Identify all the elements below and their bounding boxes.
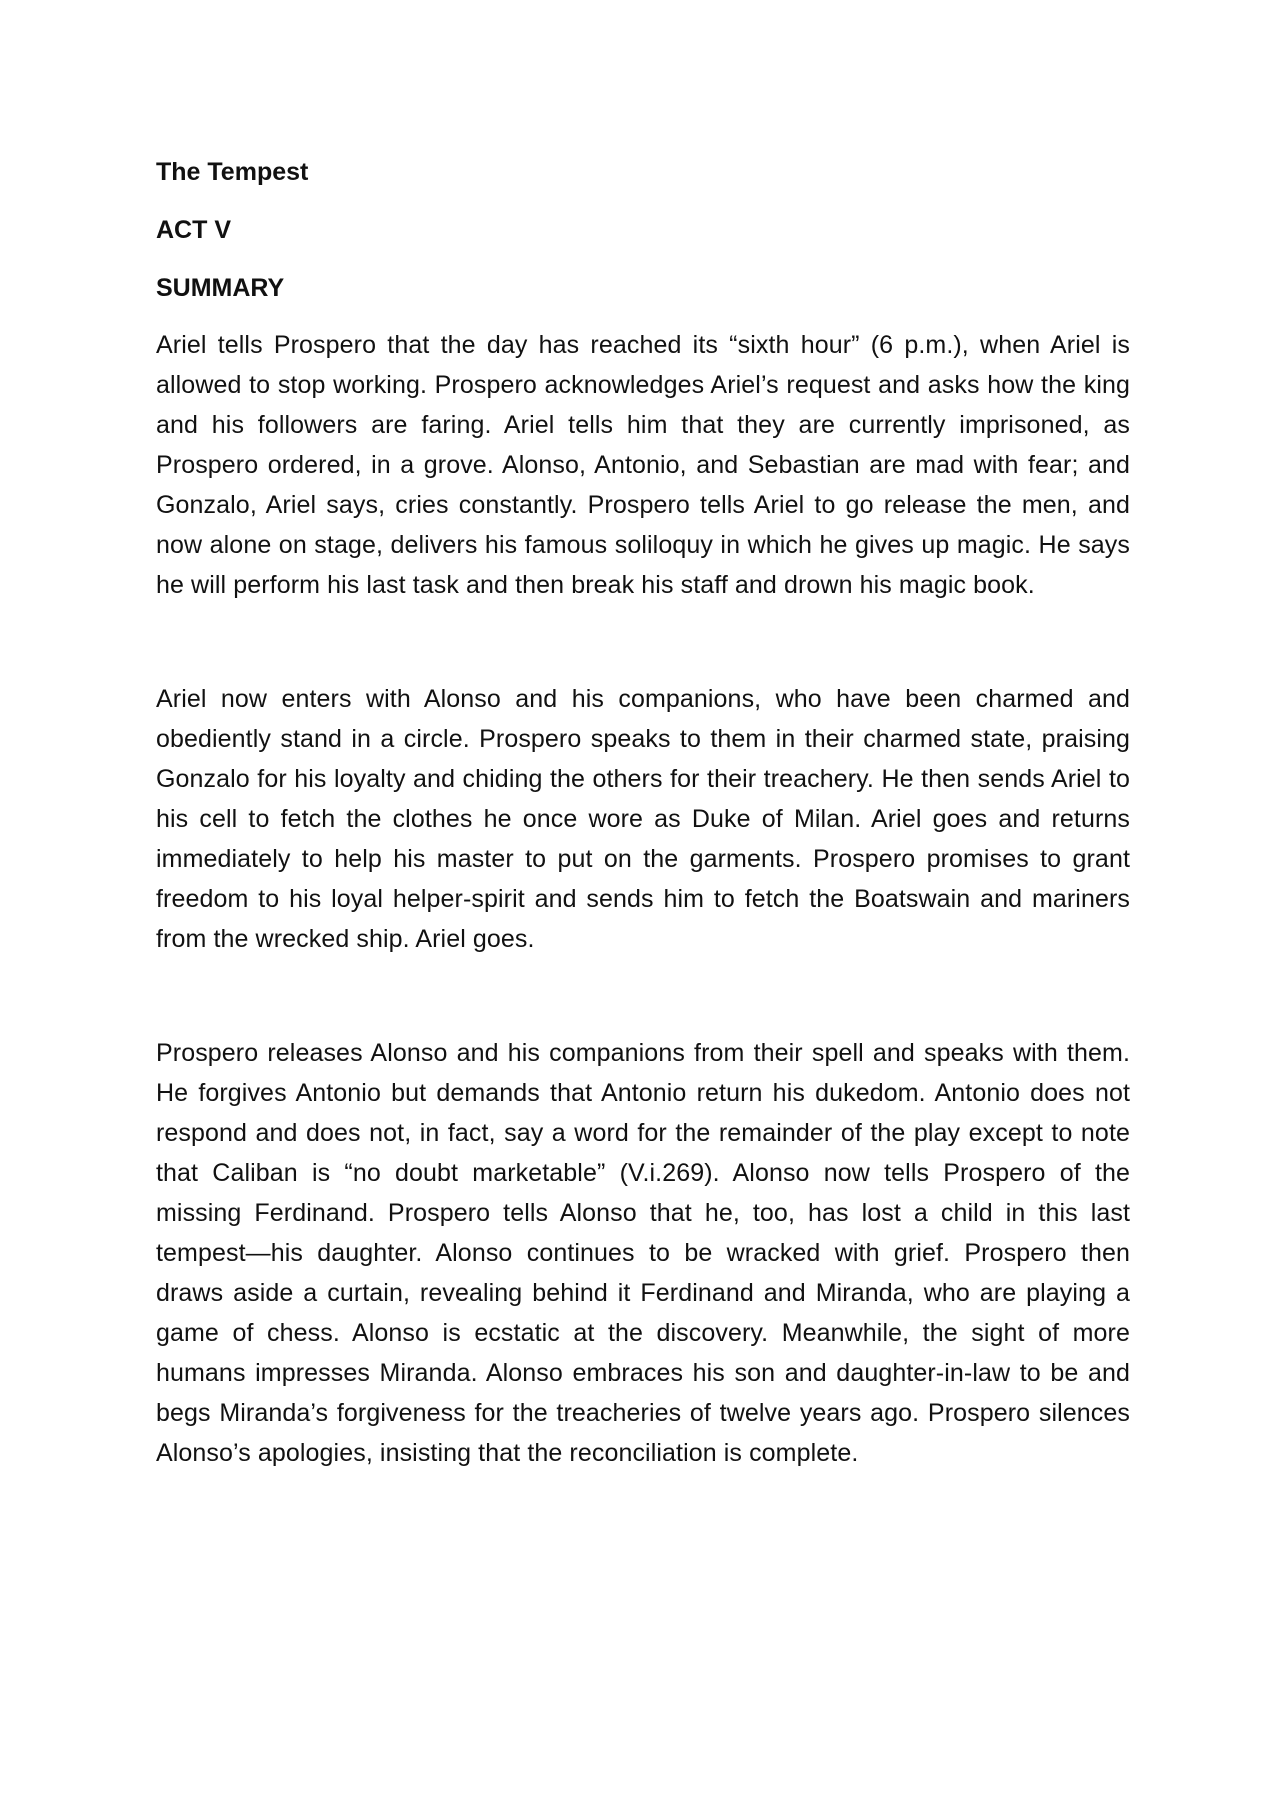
document-page: [156, 155, 1130, 1473]
summary-heading: SUMMARY: [156, 274, 285, 302]
act-heading: ACT V: [156, 216, 231, 244]
summary-paragraph-2: Ariel now enters with Alonso and his companions, who have been charmed and obediently stand in a circle. Prospero speaks to them in their charmed state, praising Gonzalo for his loyalty and chiding the others for their treachery. He then sends Ariel to his cell to fetch the clothes he once wore as Duke of Milan. Ariel goes and returns immediately to help his master to put on the garments. Prospero promises to grant freedom to his loyal helper-spirit and sends him to fetch the Boatswain and mariners from the wrecked ship. Ariel goes.: [156, 685, 1130, 953]
summary-paragraph-3: Prospero releases Alonso and his companions from their spell and speaks with them. He forgives Antonio but demands that Antonio return his dukedom. Antonio does not respond and does not, in fact, say a word for the remainder of the play except to note that Caliban is “no doubt marketable” (V.i.269). Alonso now tells Prospero of the missing Ferdinand. Prospero tells Alonso that he, too, has lost a child in this last tempest—his daughter. Alonso continues to be wracked with grief. Prospero then draws aside a curtain, revealing behind it Ferdinand and Miranda, who are playing a game of chess. Alonso is ecstatic at the discovery. Meanwhile, the sight of more humans impresses Miranda. Alonso embraces his son and daughter-in-law to be and begs Miranda’s forgiveness for the treacheries of twelve years ago. Prospero silences Alonso’s apologies, insisting that the reconciliation is complete.: [156, 1039, 1130, 1467]
summary-paragraph-1: Ariel tells Prospero that the day has reached its “sixth hour” (6 p.m.), when Ariel is allowed to stop working. Prospero acknowledges Ariel’s request and asks how the king and his followers are faring. Ariel tells him that they are currently imprisoned, as Prospero ordered, in a grove. Alonso, Antonio, and Sebastian are mad with fear; and Gonzalo, Ariel says, cries constantly. Prospero tells Ariel to go release the men, and now alone on stage, delivers his famous soliloquy in which he gives up magic. He says he will perform his last task and then break his staff and drown his magic book.: [156, 331, 1130, 599]
document-title: The Tempest: [156, 158, 309, 186]
